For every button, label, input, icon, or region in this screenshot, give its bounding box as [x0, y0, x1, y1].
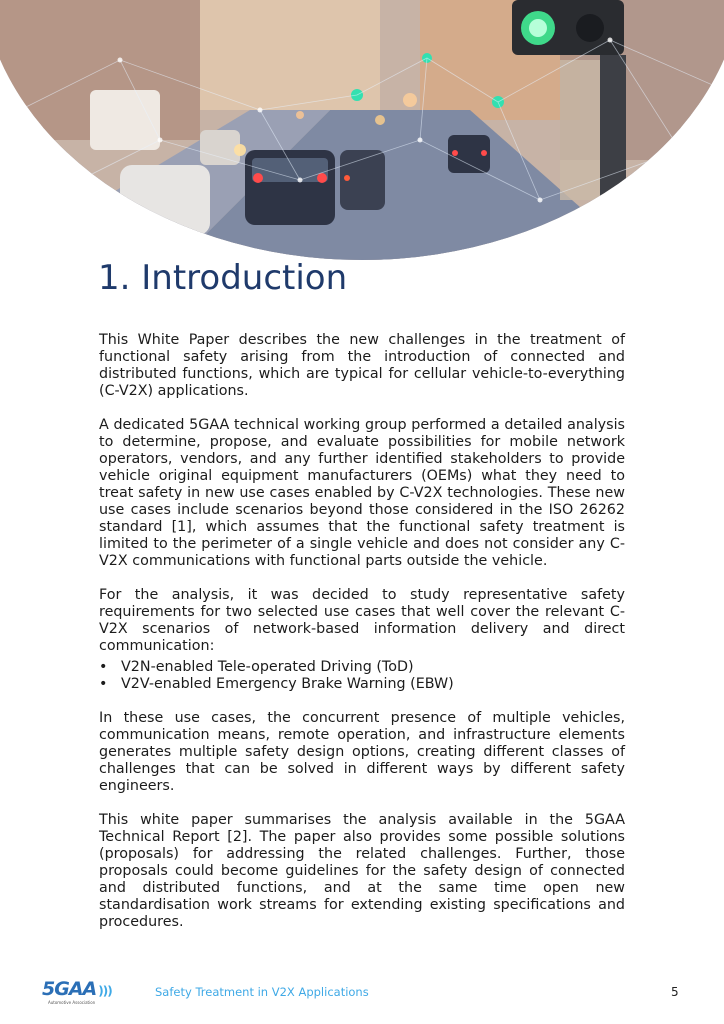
traffic-street-illustration — [0, 0, 724, 260]
paragraph: This white paper summarises the analysis available in the 5GAA Technical Report [2]. The paper also provides some possible solutions (proposals) for addressing the related challenges. Further, those proposals could become guidelines for the safety design of connected and distributed functions, and at the same time open new standardisation work streams for extending existing specifications and procedures. — [99, 812, 625, 930]
body-text — [99, 332, 625, 948]
logo-text: 5GAA — [42, 978, 97, 1000]
bullet-icon: • — [99, 676, 108, 692]
paragraph: In these use cases, the concurrent presence of multiple vehicles, communication means, remote operation, and infrastructure elements generates multiple safety design options, creating different classes of challenges that can be solved in different ways by different safety engineers. — [99, 710, 625, 794]
use-case-list — [99, 659, 625, 693]
footer-document-title: Safety Treatment in V2X Applications — [155, 985, 369, 999]
list-item-text: V2N-enabled Tele-operated Driving (ToD) — [121, 659, 414, 675]
header-photo — [0, 0, 724, 260]
signal-waves-icon: ))) — [98, 984, 112, 998]
5gaa-logo — [42, 978, 112, 1005]
paragraph: A dedicated 5GAA technical working group performed a detailed analysis to determine, propose, and evaluate possibilities for mobile network operators, vendors, and any further identified stakeholders to provide vehicle original equipment manufacturers (OEMs) what they need to treat safety in new use cases enabled by C-V2X technologies. These new use cases include scenarios beyond those considered in the ISO 26262 standard [1], which assumes that the functional safety treatment is limited to the perimeter of a single vehicle and does not consider any C-V2X communications with functional parts outside the vehicle. — [99, 417, 625, 569]
list-item — [99, 659, 625, 676]
section-heading: 1. Introduction — [98, 258, 348, 298]
list-item — [99, 676, 625, 693]
paragraph: This White Paper describes the new challenges in the treatment of functional safety arising from the introduction of connected and distributed functions, which are typical for cellular vehicle-to-everything (C-V2X) applications. — [99, 332, 625, 399]
bullet-icon: • — [99, 659, 108, 675]
list-item-text: V2V-enabled Emergency Brake Warning (EBW) — [121, 676, 454, 692]
page-number: 5 — [671, 985, 679, 999]
paragraph: For the analysis, it was decided to study representative safety requirements for two selected use cases that well cover the relevant C-V2X scenarios of network-based information delivery and direct communication: — [99, 587, 625, 654]
logo-tagline: Automotive Association — [48, 1000, 96, 1005]
